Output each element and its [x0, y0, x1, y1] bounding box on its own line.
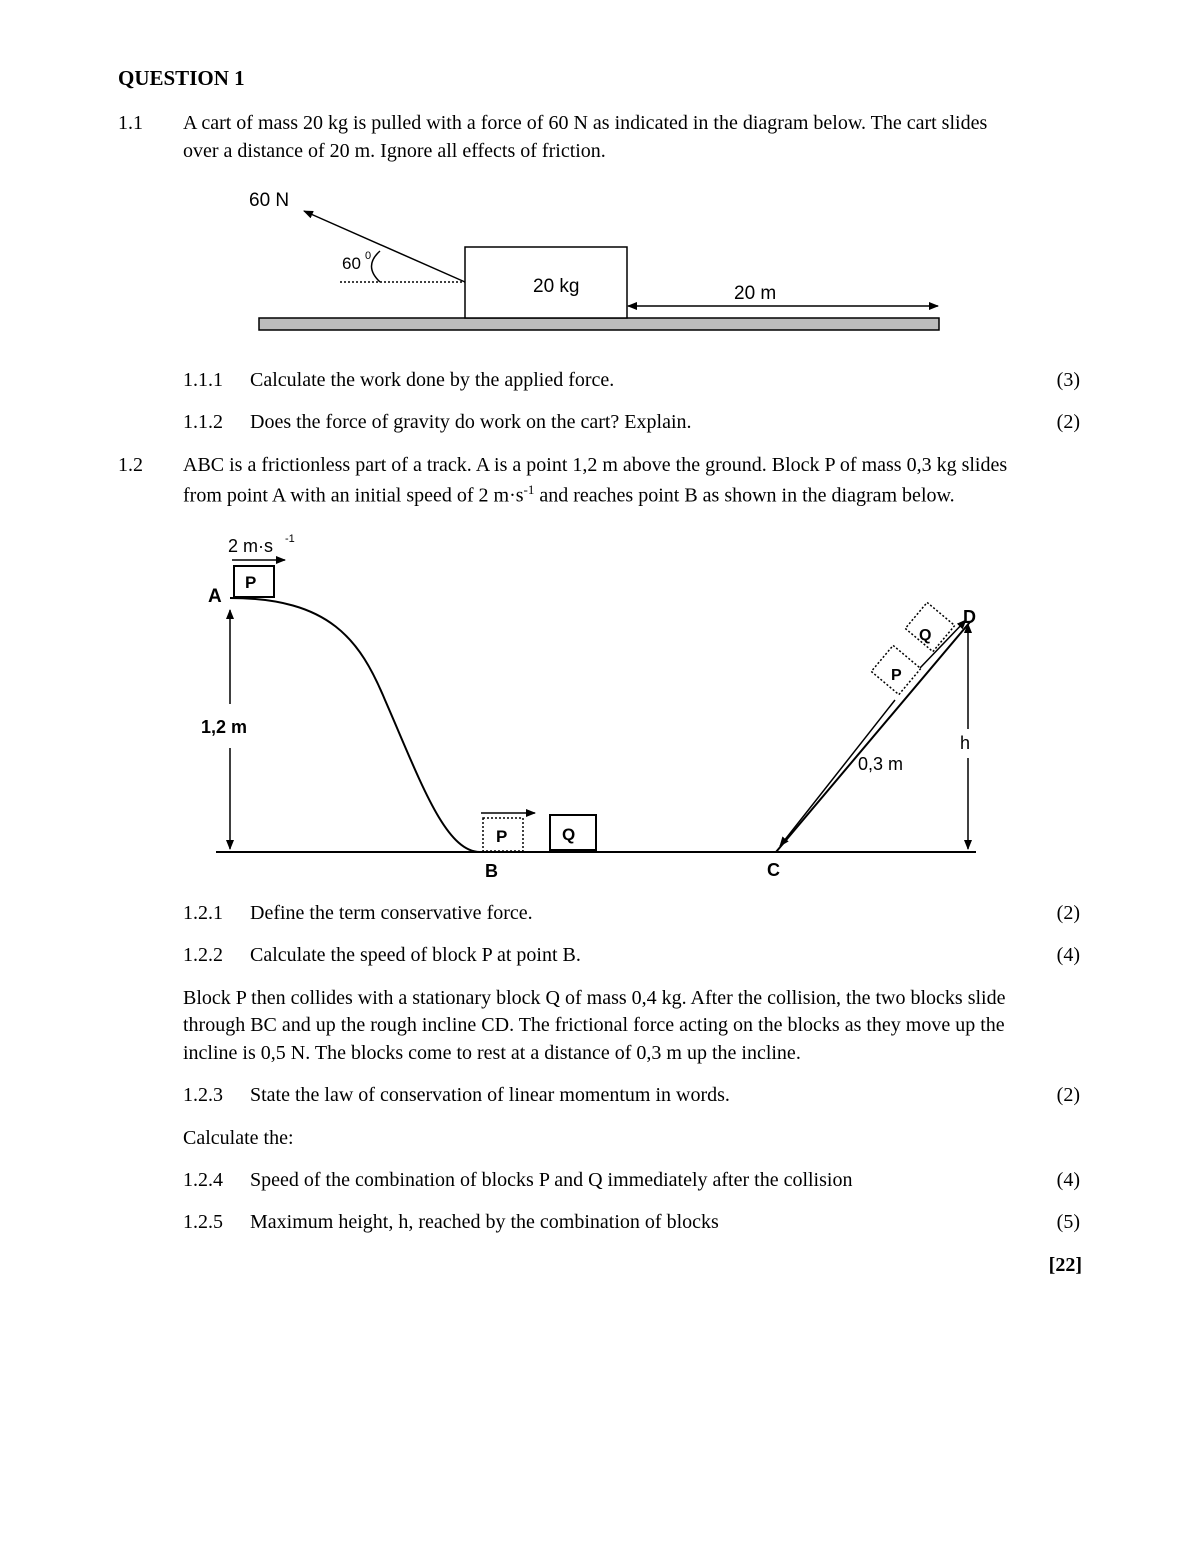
height-h-label: h	[960, 733, 971, 753]
sub-1-2-2-marks: (4)	[1056, 944, 1080, 966]
height-a-label: 1,2 m	[201, 717, 248, 737]
question-1-2-text-line2-pre: from point A with an initial speed of 2 m·s	[183, 484, 524, 507]
sub-1-2-4-number: 1.2.4	[183, 1169, 223, 1191]
sub-1-2-5-number: 1.2.5	[183, 1211, 223, 1233]
question-1-1-text-line1: A cart of mass 20 kg is pulled with a force of 60 N as indicated in the diagram below. The cart slides	[183, 112, 988, 134]
question-1-2-text-line2-sup: -1	[523, 482, 535, 497]
sub-1-2-3-text: State the law of conservation of linear momentum in words.	[250, 1084, 730, 1106]
sub-1-2-3-number: 1.2.3	[183, 1084, 223, 1106]
distance-label: 20 m	[734, 283, 777, 304]
sub-1-2-5-text: Maximum height, h, reached by the combination of blocks	[250, 1211, 719, 1233]
incline-distance-label: 0,3 m	[858, 754, 904, 774]
question-1-2-text-line2-post: and reaches point B as shown in the diagram below.	[534, 484, 955, 507]
sub-1-2-4-marks: (4)	[1056, 1169, 1080, 1191]
sub-1-2-1-text: Define the term conservative force.	[250, 902, 533, 924]
sub-1-2-2-text: Calculate the speed of block P at point B.	[250, 944, 581, 966]
block-p-on-incline-label: P	[891, 667, 902, 684]
sub-1-1-1-marks: (3)	[1056, 369, 1080, 391]
incline-cd	[776, 622, 970, 852]
angle-label: 60	[342, 254, 361, 273]
sub-1-2-5-marks: (5)	[1056, 1211, 1080, 1233]
speed-sup: -1	[285, 533, 295, 545]
speed-label: 2 m·s	[228, 536, 273, 556]
block-p-at-a-label: P	[245, 573, 257, 592]
sub-1-2-1-number: 1.2.1	[183, 902, 223, 924]
force-arrow	[304, 211, 465, 282]
point-a-label: A	[208, 586, 222, 607]
angle-arc	[372, 251, 381, 282]
question-1-2-text-line2	[183, 482, 955, 508]
block-q-label: Q	[562, 825, 576, 844]
collision-paragraph-line3: incline is 0,5 N. The blocks come to rest at a distance of 0,3 m up the incline.	[183, 1042, 801, 1064]
sub-1-1-1-number: 1.1.1	[183, 369, 223, 391]
sub-1-2-2-number: 1.2.2	[183, 944, 223, 966]
sub-1-1-2-marks: (2)	[1056, 411, 1080, 433]
question-title: QUESTION 1	[118, 66, 245, 90]
cart-mass-label: 20 kg	[533, 276, 580, 297]
question-1-2-text-line1: ABC is a frictionless part of a track. A is a point 1,2 m above the ground. Block P of mass 0,3 kg slides	[183, 454, 1008, 476]
sub-1-1-2-text: Does the force of gravity do work on the cart? Explain.	[250, 411, 692, 433]
total-marks: [22]	[1048, 1254, 1082, 1276]
question-1-1-text-line2: over a distance of 20 m. Ignore all effects of friction.	[183, 140, 606, 162]
point-c-label: C	[767, 860, 780, 880]
track-diagram	[201, 533, 976, 881]
cart-diagram	[249, 190, 939, 330]
angle-degree-sup: 0	[365, 250, 372, 262]
force-label: 60 N	[249, 190, 290, 211]
question-number-1-1: 1.1	[118, 112, 143, 134]
sub-1-2-4-text: Speed of the combination of blocks P and Q immediately after the collision	[250, 1169, 853, 1191]
point-d-label: D	[963, 607, 976, 627]
sub-1-2-3-marks: (2)	[1056, 1084, 1080, 1106]
sub-1-2-1-marks: (2)	[1056, 902, 1080, 924]
question-number-1-2: 1.2	[118, 454, 143, 476]
calculate-intro: Calculate the:	[183, 1127, 294, 1149]
sub-1-1-1-text: Calculate the work done by the applied force.	[250, 369, 615, 391]
block-q-on-incline-label: Q	[919, 627, 932, 644]
sub-1-1-2-number: 1.1.2	[183, 411, 223, 433]
curved-track	[230, 598, 480, 852]
collision-paragraph-line1: Block P then collides with a stationary block Q of mass 0,4 kg. After the collision, the two blocks slide	[183, 987, 1006, 1009]
collision-paragraph-line2: through BC and up the rough incline CD. The frictional force acting on the blocks as they move up the	[183, 1014, 1005, 1036]
ground-surface	[259, 318, 939, 330]
point-b-label: B	[485, 861, 498, 881]
block-p-at-b-label: P	[496, 827, 508, 846]
